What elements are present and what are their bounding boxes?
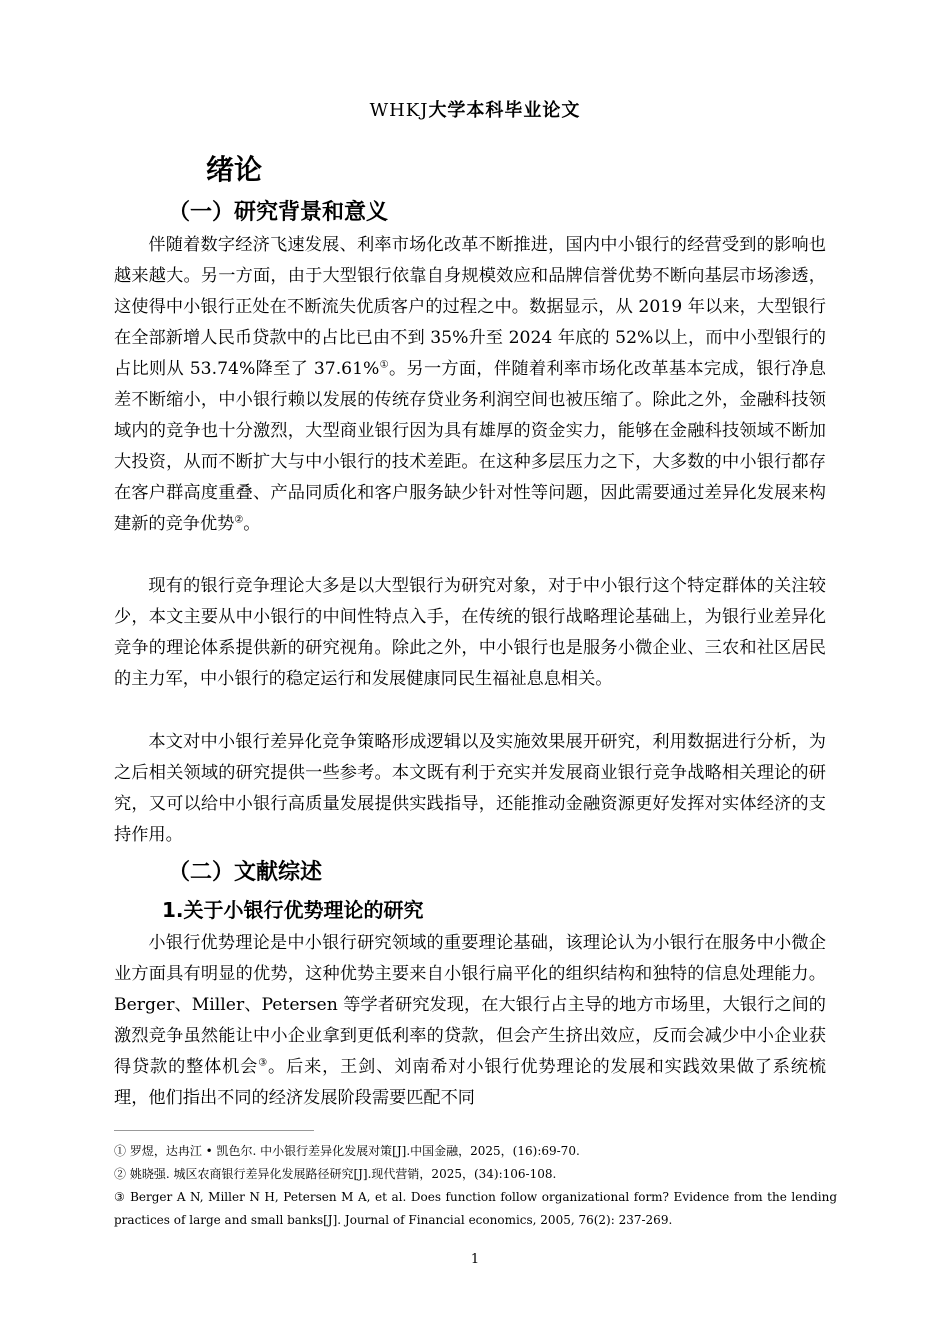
paragraph-background-3: 本文对中小银行差异化竞争策略形成逻辑以及实施效果展开研究，利用数据进行分析，为之后相关领域的研究提供一些参考。本文既有利于充实并发展商业银行竞争战略相关理论的研究，又可以给中小银行高质量发展提供实践指导，还能推动金融资源更好发挥对实体经济的支持作用。 — [114, 732, 826, 845]
paragraph-literature-1 — [114, 928, 826, 1114]
paragraph-background-2: 现有的银行竞争理论大多是以大型银行为研究对象，对于中小银行这个特定群体的关注较少，本文主要从中小银行的中间性特点入手，在传统的银行战略理论基础上，为银行业差异化竞争的理论体系提供新的研究视角。除此之外，中小银行也是服务小微企业、三农和社区居民的主力军，中小银行的稳定运行和发展健康同民生福祉息息相关。 — [114, 576, 826, 689]
section-heading-background: （一）研究背景和意义 — [168, 200, 389, 225]
header-title: 大学本科毕业论文 — [428, 100, 581, 121]
footnote-ref-3: ③ — [258, 1057, 269, 1069]
paragraph-text: 小银行优势理论是中小银行研究领域的重要理论基础，该理论认为小银行在服务中小微企业方面具有明显的优势，这种优势主要来自小银行扁平化的组织结构和独特的信息处理能力。Berger、Miller、Petersen 等学者研究发现，在大银行占主导的地方市场里，大银行之间的激烈竞争虽然能让中小企业拿到更低利率的贷款，但会产生挤出效应，反而会减少中小企业获得贷款的整体机会 — [114, 933, 826, 1077]
paragraph-text: 伴随着数字经济飞速发展、利率市场化改革不断推进，国内中小银行的经营受到的影响也越来越大。另一方面，由于大型银行依靠自身规模效应和品牌信誉优势不断向基层市场渗透，这使得中小银行正处在不断流失优质客户的过程之中。数据显示，从 2019 年以来，大型银行在全部新增人民币贷款中的占比已由不到 35%升至 2024 年底的 52%以上，而中小型银行的占比则从 53.74%降至了 37.61% — [114, 235, 826, 379]
paragraph-background-1 — [114, 230, 826, 540]
footnote-ref-1: ① — [379, 359, 389, 371]
paragraph-text: 。后来，王剑、刘南希对小银行优势理论的发展和实践效果做了系统梳理，他们指出不同的经济发展阶段需要匹配不同 — [114, 1057, 826, 1108]
footnote-ref-2: ② — [234, 514, 244, 526]
footnote-1: ① 罗煜，达冉江 • 凯色尔. 中小银行差异化发展对策[J].中国金融，2025，(16):69-70. — [114, 1144, 580, 1158]
paragraph-text: 。 — [243, 514, 261, 534]
footnote-3: ③ Berger A N, Miller N H, Petersen M A, et al. Does function follow organizational form? Evidence from the lending practices of large and small banks[J]. Journal of Financial economics, 2005, 76(2): 237-269. — [114, 1190, 837, 1227]
footnote-divider — [114, 1130, 314, 1131]
page-number: 1 — [470, 1252, 480, 1267]
subsection-heading-small-bank: 1.关于小银行优势理论的研究 — [162, 898, 424, 922]
header-latin: WHKJ — [369, 100, 429, 121]
chapter-title: 绪论 — [206, 153, 263, 186]
section-heading-literature: （二）文献综述 — [168, 860, 323, 885]
paragraph-text: 。另一方面，伴随着利率市场化改革基本完成，银行净息差不断缩小，中小银行赖以发展的传统存贷业务利润空间也被压缩了。除此之外，金融科技领域内的竞争也十分激烈，大型商业银行因为具有雄厚的资金实力，能够在金融科技领域不断加大投资，从而不断扩大与中小银行的技术差距。在这种多层压力之下，大多数的中小银行都存在客户群高度重叠、产品同质化和客户服务缺少针对性等问题，因此需要通过差异化发展来构建新的竞争优势 — [114, 359, 826, 534]
running-header — [0, 96, 950, 122]
footnote-2: ② 姚晓强. 城区农商银行差异化发展路径研究[J].现代营销，2025，(34):106-108. — [114, 1167, 557, 1181]
